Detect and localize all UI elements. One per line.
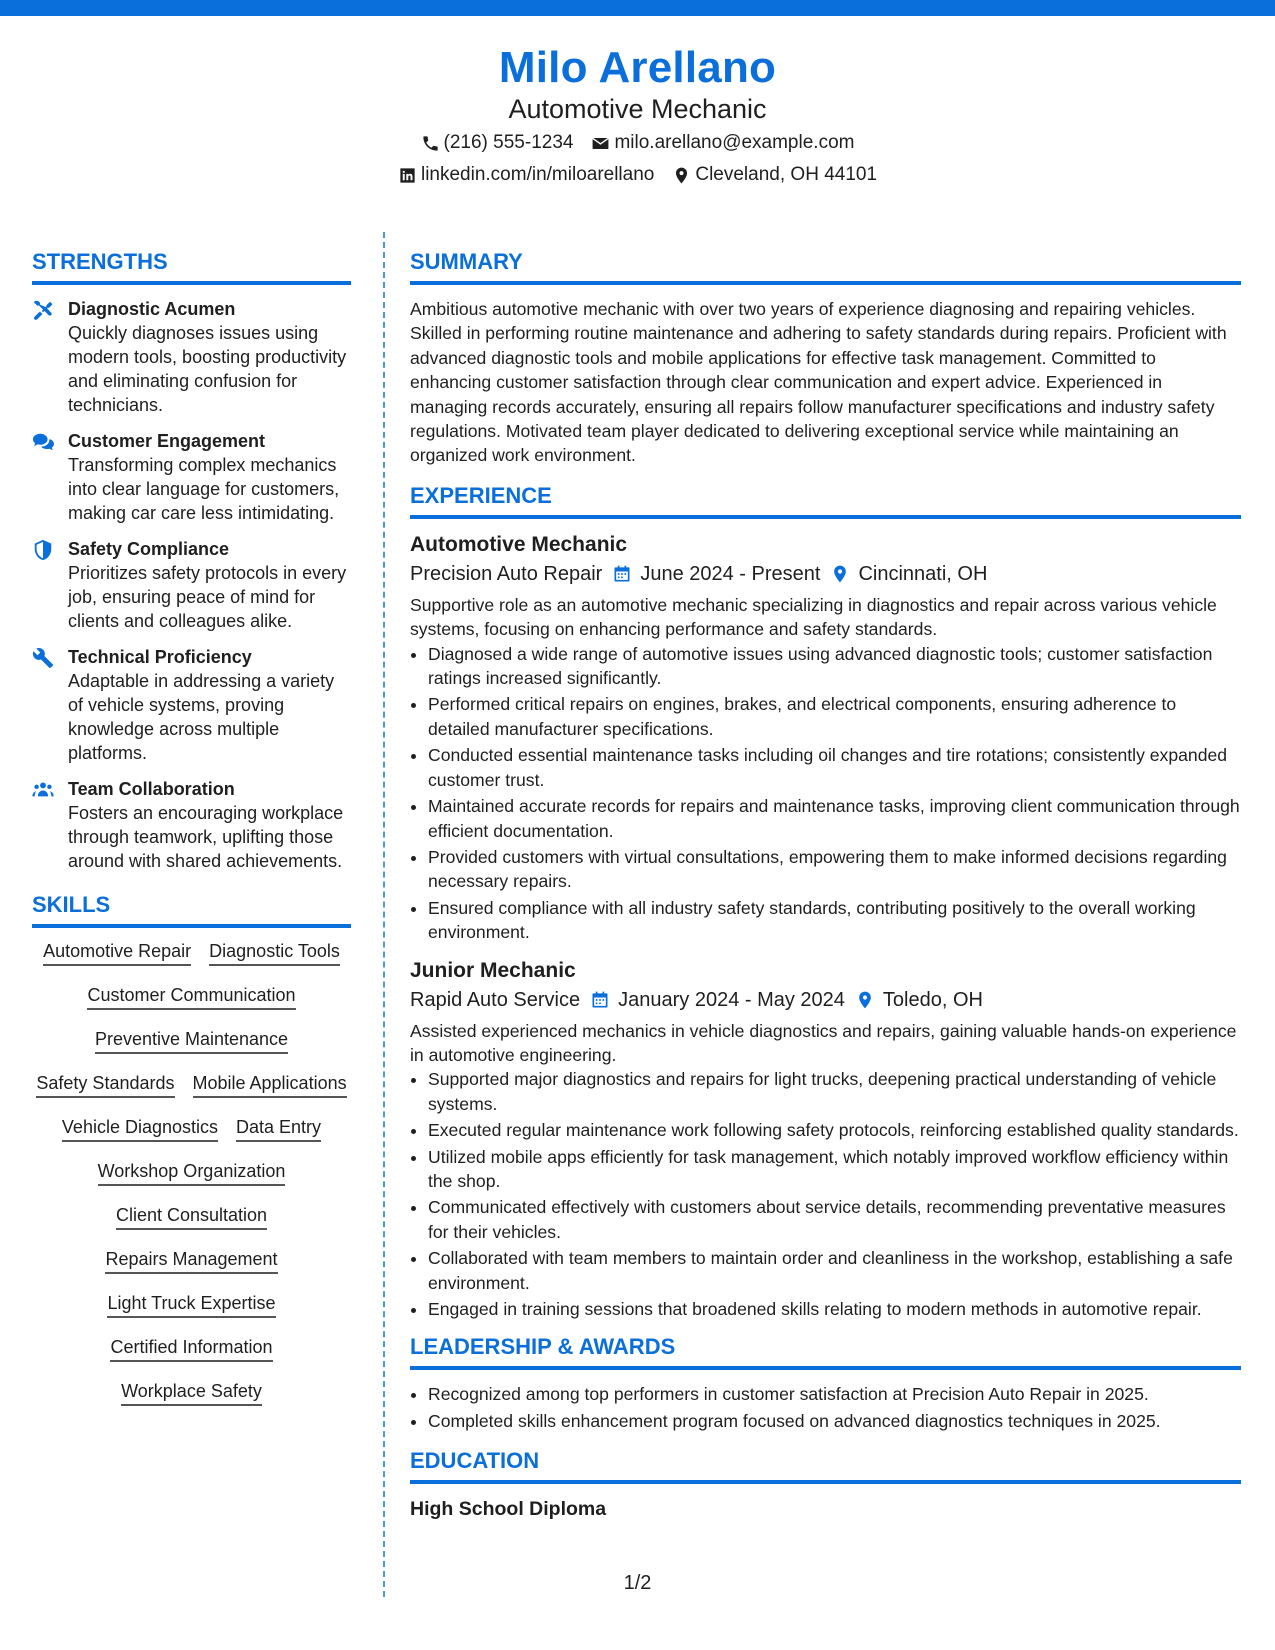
phone-text: (216) 555-1234 — [443, 132, 574, 153]
bullet-item: • Utilized mobile apps efficiently for task management, which notably improved workflow efficiency within the shop. — [428, 1145, 1241, 1194]
summary-text: Ambitious automotive mechanic with over two years of experience diagnosing and repairing vehicles. Skilled in performing routine maintenance and adhering to safety standards during repairs. Proficient with advanced diagnostic tools and mobile applications for effective task management. Committed to enhancing customer satisfaction through clear communication and expert advice. Experienced in managing records accurately, ensuring all repairs follow manufacturer specifications and industry safety regulations. Motivated team player dedicated to delivering exceptional service while maintaining an organized work environment. — [410, 299, 1227, 466]
column-divider — [383, 232, 385, 1597]
strength-item — [32, 645, 351, 765]
map-pin-icon — [855, 990, 875, 1010]
strength-desc: Adaptable in addressing a variety of vehicle systems, proving knowledge across multiple platforms. — [68, 671, 335, 763]
bullet-item: • Supported major diagnostics and repairs for light trucks, deepening practical understanding of vehicle systems. — [428, 1067, 1241, 1116]
email-text[interactable]: milo.arellano@example.com — [614, 132, 855, 153]
skill-tag: Vehicle Diagnostics — [62, 1116, 218, 1142]
calendar-icon — [612, 564, 632, 584]
bullet-item: • Conducted essential maintenance tasks including oil changes and tire rotations; consistently expanded customer trust. — [428, 743, 1241, 792]
job-bullets — [410, 642, 1241, 945]
calendar-icon — [590, 990, 610, 1010]
job-dates: June 2024 - Present — [640, 562, 821, 585]
bullet-item: • Diagnosed a wide range of automotive issues using advanced diagnostic tools; customer satisfaction ratings increased significantly. — [428, 642, 1241, 691]
education-degree: High School Diploma — [410, 1498, 607, 1521]
page-number: 1/2 — [623, 1572, 652, 1594]
skills-list — [32, 940, 351, 1406]
strength-title: Team Collaboration — [68, 779, 235, 799]
summary-heading: SUMMARY — [410, 248, 1241, 285]
contact-email[interactable] — [591, 130, 854, 156]
strength-desc: Prioritizes safety protocols in every job, ensuring peace of mind for clients and colleagues alike. — [68, 563, 347, 631]
strength-item — [32, 429, 351, 525]
job-description: Assisted experienced mechanics in vehicle diagnostics and repairs, gaining valuable hands-on experience in automotive engineering. — [410, 1020, 1237, 1065]
wrench-icon — [32, 647, 54, 669]
awards-heading: LEADERSHIP & AWARDS — [410, 1333, 1241, 1370]
skill-tag: Workplace Safety — [121, 1380, 262, 1406]
skill-tag: Mobile Applications — [193, 1072, 347, 1098]
skill-tag: Data Entry — [236, 1116, 321, 1142]
resume-header — [0, 38, 1275, 188]
job-description: Supportive role as an automotive mechanic specializing in diagnostics and repair across various vehicle systems, focusing on enhancing performance and safety standards. — [410, 594, 1217, 640]
linkedin-text[interactable]: linkedin.com/in/miloarellano — [420, 164, 655, 185]
left-column — [32, 248, 351, 1406]
skill-tag: Certified Information — [110, 1336, 272, 1362]
strength-item — [32, 297, 351, 417]
tools-icon — [32, 299, 54, 321]
contact-row-2 — [0, 162, 1275, 188]
strength-desc: Fosters an encouraging workplace through teamwork, uplifting those around with shared achievements. — [68, 803, 344, 871]
shield-icon — [32, 539, 54, 561]
strength-title: Safety Compliance — [68, 539, 230, 559]
skill-tag: Safety Standards — [36, 1072, 174, 1098]
strength-desc: Quickly diagnoses issues using modern tools, boosting productivity and eliminating confusion for technicians. — [68, 323, 347, 415]
location-text: Cleveland, OH 44101 — [695, 164, 878, 185]
strength-item — [32, 537, 351, 633]
strength-title: Diagnostic Acumen — [68, 299, 236, 319]
bullet-item: • Performed critical repairs on engines, brakes, and electrical components, ensuring adherence to detailed manufacturer specifications. — [428, 692, 1241, 741]
job-meta — [410, 559, 1241, 589]
right-column — [410, 248, 1241, 1522]
award-item: • Completed skills enhancement program focused on advanced diagnostics techniques in 2025. — [428, 1409, 1241, 1433]
job-entry — [410, 957, 1241, 1322]
strength-desc: Transforming complex mechanics into clear language for customers, making car care less intimidating. — [68, 455, 340, 523]
job-entry — [410, 531, 1241, 945]
map-pin-icon — [830, 564, 850, 584]
contact-linkedin[interactable] — [398, 162, 654, 188]
skill-tag: Light Truck Expertise — [107, 1292, 275, 1318]
job-dates: January 2024 - May 2024 — [618, 988, 845, 1011]
contact-phone — [421, 130, 574, 156]
education-heading: EDUCATION — [410, 1447, 1241, 1484]
skill-tag: Client Consultation — [116, 1204, 267, 1230]
experience-heading: EXPERIENCE — [410, 482, 1241, 519]
chat-icon — [32, 431, 54, 453]
bullet-item: • Executed regular maintenance work following safety protocols, reinforcing established quality standards. — [428, 1118, 1241, 1142]
contact-row-1 — [0, 130, 1275, 156]
bullet-item: • Collaborated with team members to maintain order and cleanliness in the workshop, establishing a safe environment. — [428, 1246, 1241, 1295]
linkedin-icon — [398, 166, 417, 185]
skill-tag: Automotive Repair — [43, 940, 191, 966]
strength-title: Customer Engagement — [68, 431, 266, 451]
strength-title: Technical Proficiency — [68, 647, 252, 667]
job-company: Rapid Auto Service — [410, 988, 581, 1011]
award-item: • Recognized among top performers in customer satisfaction at Precision Auto Repair in 2025. — [428, 1382, 1241, 1406]
job-company: Precision Auto Repair — [410, 562, 603, 585]
bullet-item: • Provided customers with virtual consultations, empowering them to make informed decisions regarding necessary repairs. — [428, 845, 1241, 894]
job-bullets — [410, 1067, 1241, 1321]
skill-tag: Customer Communication — [87, 984, 295, 1010]
job-location: Cincinnati, OH — [858, 562, 988, 585]
job-meta — [410, 985, 1241, 1015]
top-accent-bar — [0, 0, 1275, 16]
contact-location — [672, 162, 877, 188]
bullet-item: • Maintained accurate records for repairs and maintenance tasks, improving client communication through efficient documentation. — [428, 794, 1241, 843]
phone-icon — [421, 134, 440, 153]
map-pin-icon — [672, 166, 691, 185]
awards-list — [410, 1382, 1241, 1433]
bullet-item: • Engaged in training sessions that broadened skills relating to modern methods in automotive repair. — [428, 1297, 1241, 1321]
job-location: Toledo, OH — [882, 988, 983, 1011]
strengths-heading: STRENGTHS — [32, 248, 351, 285]
job-title: Automotive Mechanic — [410, 532, 628, 556]
envelope-icon — [591, 134, 610, 153]
team-icon — [32, 779, 54, 801]
skill-tag: Repairs Management — [105, 1248, 277, 1274]
candidate-title: Automotive Mechanic — [508, 94, 767, 124]
strength-item — [32, 777, 351, 873]
bullet-item: • Ensured compliance with all industry safety standards, contributing positively to the overall working environment. — [428, 896, 1241, 945]
skill-tag: Preventive Maintenance — [95, 1028, 288, 1054]
skill-tag: Diagnostic Tools — [209, 940, 340, 966]
skill-tag: Workshop Organization — [98, 1160, 286, 1186]
bullet-item: • Communicated effectively with customers about service details, recommending preventative measures for their vehicles. — [428, 1195, 1241, 1244]
candidate-name: Milo Arellano — [498, 43, 777, 92]
job-title: Junior Mechanic — [410, 958, 576, 982]
skills-heading: SKILLS — [32, 891, 351, 928]
